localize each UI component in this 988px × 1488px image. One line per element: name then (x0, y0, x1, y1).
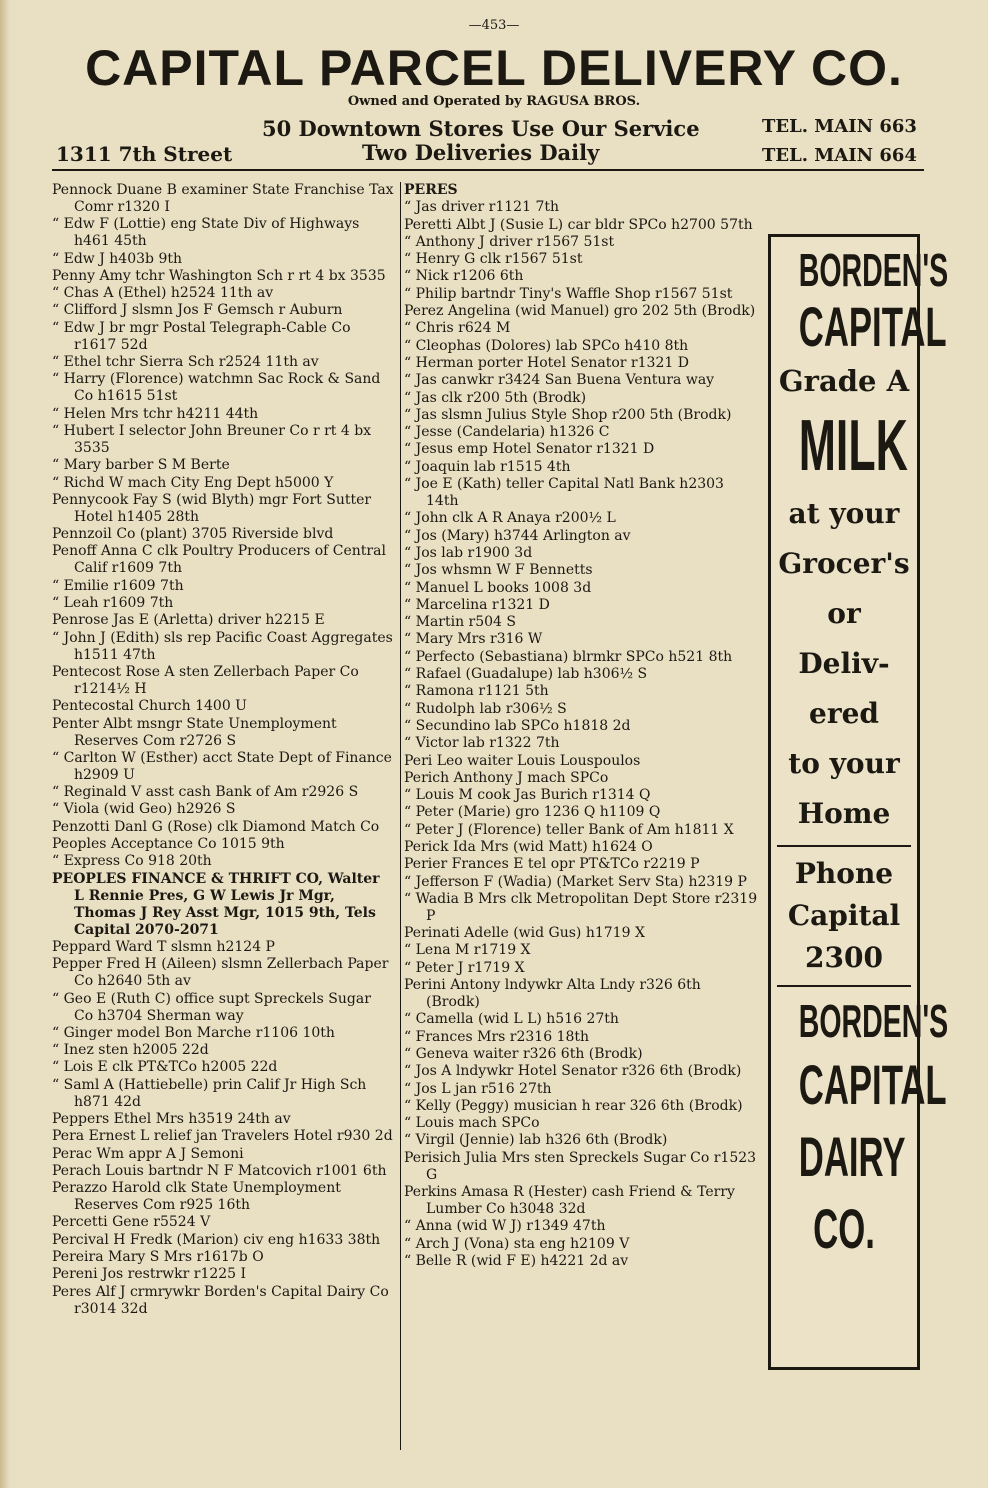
directory-entry: Penter Albt msngr State Unemployment Reserves Com r2726 S (52, 715, 337, 749)
ad-ered: ered (809, 697, 879, 730)
directory-entry: “ Jefferson F (Wadia) (Market Serv Sta) h2319 P (404, 874, 758, 891)
directory-entry: “ Jas slsmn Julius Style Shop r200 5th (Brodk) (404, 407, 758, 424)
directory-entry: “ John clk A R Anaya r200½ L (404, 510, 758, 527)
page-number: —453— (468, 18, 520, 33)
directory-entry: “ Wadia B Mrs clk Metropolitan Dept Store r2319 P (404, 891, 758, 925)
ad-divider-1 (777, 845, 911, 847)
directory-entry: “ Jesus emp Hotel Senator r1321 D (404, 441, 758, 458)
directory-entry: Pentecostal Church 1400 U (52, 698, 247, 715)
directory-entry: Peppers Ethel Mrs h3519 24th av (52, 1110, 291, 1127)
ad-or: or (827, 597, 861, 630)
directory-column-left (52, 182, 394, 1318)
directory-entry: “ Jas canwkr r3424 San Buena Ventura way (404, 372, 758, 389)
directory-entry: “ Camella (wid L L) h516 27th (404, 1011, 758, 1028)
directory-entry: “ Jas driver r1121 7th (404, 199, 758, 216)
ad-capital-top: CAPITAL (798, 295, 947, 358)
directory-entry: “ Frances Mrs r2316 18th (404, 1029, 758, 1046)
street-address: 1311 7th Street (56, 142, 233, 166)
directory-entry: “ Anthony J driver r1567 51st (404, 234, 758, 251)
directory-entry: Perkins Amasa R (Hester) cash Friend & Terry Lumber Co h3048 32d (404, 1184, 735, 1218)
directory-entry: Penzotti Danl G (Rose) clk Diamond Match Co (52, 818, 380, 835)
directory-entry: Penny Amy tchr Washington Sch r rt 4 bx 3535 (52, 267, 386, 284)
directory-entry: Perich Anthony J mach SPCo (404, 769, 609, 786)
directory-entry: “ Nick r1206 6th (404, 268, 758, 285)
directory-entry: Peri Leo waiter Louis Louspoulos (404, 752, 641, 769)
directory-entry: “ Edw J h403b 9th (52, 251, 394, 268)
ad-at-your: at your (788, 497, 900, 530)
directory-column-middle (404, 182, 758, 1270)
directory-entry: “ John J (Edith) sls rep Pacific Coast Aggregates h1511 47th (52, 630, 394, 664)
ad-phone-exchange: Capital (787, 899, 901, 932)
ad-to-your: to your (788, 747, 900, 780)
directory-entry: “ Jos A lndywkr Hotel Senator r326 6th (Brodk) (404, 1063, 758, 1080)
directory-entry: Pepper Fred H (Aileen) slsmn Zellerbach Paper Co h2640 5th av (52, 956, 389, 990)
directory-entry: “ Carlton W (Esther) acct State Dept of Finance h2909 U (52, 750, 394, 784)
directory-entry: “ Geo E (Ruth C) office supt Spreckels Sugar Co h3704 Sherman way (52, 991, 394, 1025)
ad-bordens-bottom: BORDEN'S (798, 995, 949, 1047)
directory-entry: “ Anna (wid W J) r1349 47th (404, 1218, 758, 1235)
directory-entry: “ Mary Mrs r316 W (404, 631, 758, 648)
directory-entry: “ Virgil (Jennie) lab h326 6th (Brodk) (404, 1132, 758, 1149)
directory-entry: Peppard Ward T slsmn h2124 P (52, 938, 275, 955)
directory-entry: “ Ginger model Bon Marche r1106 10th (52, 1025, 394, 1042)
ad-phone-number: 2300 (805, 941, 883, 974)
telephone-1: TEL. MAIN 663 (762, 116, 917, 137)
directory-entry: Peres Alf J crmrywkr Borden's Capital Dairy Co r3014 32d (52, 1283, 389, 1317)
directory-entry: “ Jos whsmn W F Bennetts (404, 562, 758, 579)
directory-entry: Percetti Gene r5524 V (52, 1214, 211, 1231)
directory-entry: “ Kelly (Peggy) musician h rear 326 6th (Brodk) (404, 1098, 758, 1115)
directory-entry: Perier Frances E tel opr PT&TCo r2219 P (404, 856, 700, 873)
directory-entry: Penrose Jas E (Arletta) driver h2215 E (52, 612, 325, 629)
ad-grocers: Grocer's (778, 547, 910, 580)
directory-entry: “ Joaquin lab r1515 4th (404, 459, 758, 476)
ad-deliv: Deliv- (798, 647, 890, 680)
directory-entry: “ Louis M cook Jas Burich r1314 Q (404, 787, 758, 804)
directory-entry: “ Ethel tchr Sierra Sch r2524 11th av (52, 354, 394, 371)
directory-entry: “ Arch J (Vona) sta eng h2109 V (404, 1236, 758, 1253)
ad-home: Home (797, 797, 891, 830)
directory-entry: “ Henry G clk r1567 51st (404, 251, 758, 268)
directory-entry: Perick Ida Mrs (wid Matt) h1624 O (404, 838, 653, 855)
header-divider (52, 169, 924, 171)
directory-entry: “ Lena M r1719 X (404, 942, 758, 959)
directory-entry: “ Cleophas (Dolores) lab SPCo h410 8th (404, 338, 758, 355)
directory-entry: Perach Louis bartndr N F Matcovich r1001 6th (52, 1162, 387, 1179)
directory-entry: Peretti Albt J (Susie L) car bldr SPCo h2700 57th (404, 216, 753, 233)
directory-entry: PEOPLES FINANCE & THRIFT CO, Walter L Rennie Pres, G W Lewis Jr Mgr, Thomas J Rey Asst Mgr, 1015 9th, Tels Capital 2070-2071 (52, 870, 380, 938)
directory-entry: “ Geneva waiter r326 6th (Brodk) (404, 1046, 758, 1063)
directory-entry: Pereni Jos restrwkr r1225 I (52, 1266, 247, 1283)
directory-entry: “ Inez sten h2005 22d (52, 1042, 394, 1059)
directory-entry: “ Harry (Florence) watchmn Sac Rock & Sand Co h1615 51st (52, 371, 394, 405)
ad-dairy: DAIRY (798, 1125, 906, 1188)
directory-entry: “ Herman porter Hotel Senator r1321 D (404, 355, 758, 372)
directory-entry: “ Chris r624 M (404, 320, 758, 337)
ad-grade-a: Grade A (778, 364, 910, 398)
directory-entry: “ Clifford J slsmn Jos F Gemsch r Auburn (52, 302, 394, 319)
directory-entry: “ Express Co 918 20th (52, 853, 394, 870)
directory-entry: “ Edw J br mgr Postal Telegraph-Cable Co r1617 52d (52, 320, 394, 354)
directory-entry: “ Richd W mach City Eng Dept h5000 Y (52, 475, 394, 492)
directory-entry: Penoff Anna C clk Poultry Producers of Central Calif r1609 7th (52, 543, 386, 577)
directory-entry: “ Louis mach SPCo (404, 1115, 758, 1132)
owned-by-line: Owned and Operated by RAGUSA BROS. (347, 94, 641, 109)
telephone-2: TEL. MAIN 664 (762, 145, 917, 166)
directory-entry: Percival H Fredk (Marion) civ eng h1633 38th (52, 1231, 381, 1248)
directory-entry: “ Manuel L books 1008 3d (404, 580, 758, 597)
directory-entry: “ Rafael (Guadalupe) lab h306½ S (404, 666, 758, 683)
ad-co: CO. (813, 1197, 875, 1260)
directory-entry: “ Reginald V asst cash Bank of Am r2926 S (52, 784, 394, 801)
directory-entry: “ Joe E (Kath) teller Capital Natl Bank h2303 14th (404, 476, 758, 510)
directory-entry: “ Mary barber S M Berte (52, 457, 394, 474)
directory-entry: Pennock Duane B examiner State Franchise Tax Comr r1320 I (52, 182, 394, 215)
column-divider (400, 182, 401, 1450)
directory-entry: “ Philip bartndr Tiny's Waffle Shop r1567 51st (404, 286, 758, 303)
directory-entry: Perinati Adelle (wid Gus) h1719 X (404, 925, 645, 942)
directory-entry: “ Saml A (Hattiebelle) prin Calif Jr High Sch h871 42d (52, 1077, 394, 1111)
directory-entry: “ Perfecto (Sebastiana) blrmkr SPCo h521 8th (404, 649, 758, 666)
directory-entry: “ Helen Mrs tchr h4211 44th (52, 406, 394, 423)
page-edge-shadow (0, 0, 10, 1488)
directory-entry: “ Ramona r1121 5th (404, 683, 758, 700)
masthead-title: CAPITAL PARCEL DELIVERY CO. (85, 40, 903, 96)
directory-entry: Perini Antony lndywkr Alta Lndy r326 6th (Brodk) (404, 977, 701, 1011)
directory-entry: “ Jesse (Candelaria) h1326 C (404, 424, 758, 441)
directory-entry: Pennycook Fay S (wid Blyth) mgr Fort Sutter Hotel h1405 28th (52, 491, 372, 525)
ad-milk: MILK (798, 406, 908, 486)
directory-entry: “ Jas clk r200 5th (Brodk) (404, 390, 758, 407)
directory-entry: “ Belle R (wid F E) h4221 2d av (404, 1253, 758, 1270)
directory-entry: “ Jos (Mary) h3744 Arlington av (404, 528, 758, 545)
directory-entry: “ Marcelina r1321 D (404, 597, 758, 614)
directory-entry: “ Jos lab r1900 3d (404, 545, 758, 562)
directory-entry: Perisich Julia Mrs sten Spreckels Sugar Co r1523 G (404, 1149, 757, 1183)
directory-entry: Pentecost Rose A sten Zellerbach Paper Co r1214½ H (52, 663, 359, 697)
directory-entry: Peoples Acceptance Co 1015 9th (52, 836, 285, 853)
directory-entry: “ Martin r504 S (404, 614, 758, 631)
directory-entry: Pennzoil Co (plant) 3705 Riverside blvd (52, 526, 334, 543)
directory-entry: “ Chas A (Ethel) h2524 11th av (52, 285, 394, 302)
directory-entry: “ Victor lab r1322 7th (404, 735, 758, 752)
ad-capital-bottom: CAPITAL (798, 1053, 947, 1116)
directory-entry: “ Secundino lab SPCo h1818 2d (404, 718, 758, 735)
ad-phone: Phone (794, 857, 894, 890)
directory-entry: “ Hubert I selector John Breuner Co r rt 4 bx 3535 (52, 423, 394, 457)
directory-entry: Pera Ernest L relief jan Travelers Hotel r930 2d (52, 1128, 393, 1145)
bordens-advertisement (768, 234, 949, 1370)
ad-divider-2 (777, 985, 911, 987)
directory-entry: “ Jos L jan r516 27th (404, 1081, 758, 1098)
directory-entry: “ Peter (Marie) gro 1236 Q h1109 Q (404, 804, 758, 821)
slogan-deliveries: Two Deliveries Daily (362, 140, 600, 165)
directory-entry: “ Leah r1609 7th (52, 595, 394, 612)
directory-entry: Perazzo Harold clk State Unemployment Reserves Com r925 16th (52, 1180, 341, 1214)
directory-entry: Perac Wm appr A J Semoni (52, 1145, 244, 1162)
directory-entry: “ Emilie r1609 7th (52, 578, 394, 595)
directory-entry: “ Peter J (Florence) teller Bank of Am h1811 X (404, 822, 758, 839)
directory-entry: “ Peter J r1719 X (404, 960, 758, 977)
directory-entry: “ Rudolph lab r306½ S (404, 701, 758, 718)
directory-entry: “ Viola (wid Geo) h2926 S (52, 801, 394, 818)
directory-entry: “ Lois E clk PT&TCo h2005 22d (52, 1059, 394, 1076)
slogan-stores: 50 Downtown Stores Use Our Service (262, 116, 700, 141)
directory-entry: “ Edw F (Lottie) eng State Div of Highways h461 45th (52, 216, 394, 250)
directory-entry: PERES (404, 182, 458, 198)
directory-entry: Pereira Mary S Mrs r1617b O (52, 1249, 264, 1266)
ad-bordens-top: BORDEN'S (798, 244, 949, 296)
directory-entry: Perez Angelina (wid Manuel) gro 202 5th (Brodk) (404, 303, 756, 320)
